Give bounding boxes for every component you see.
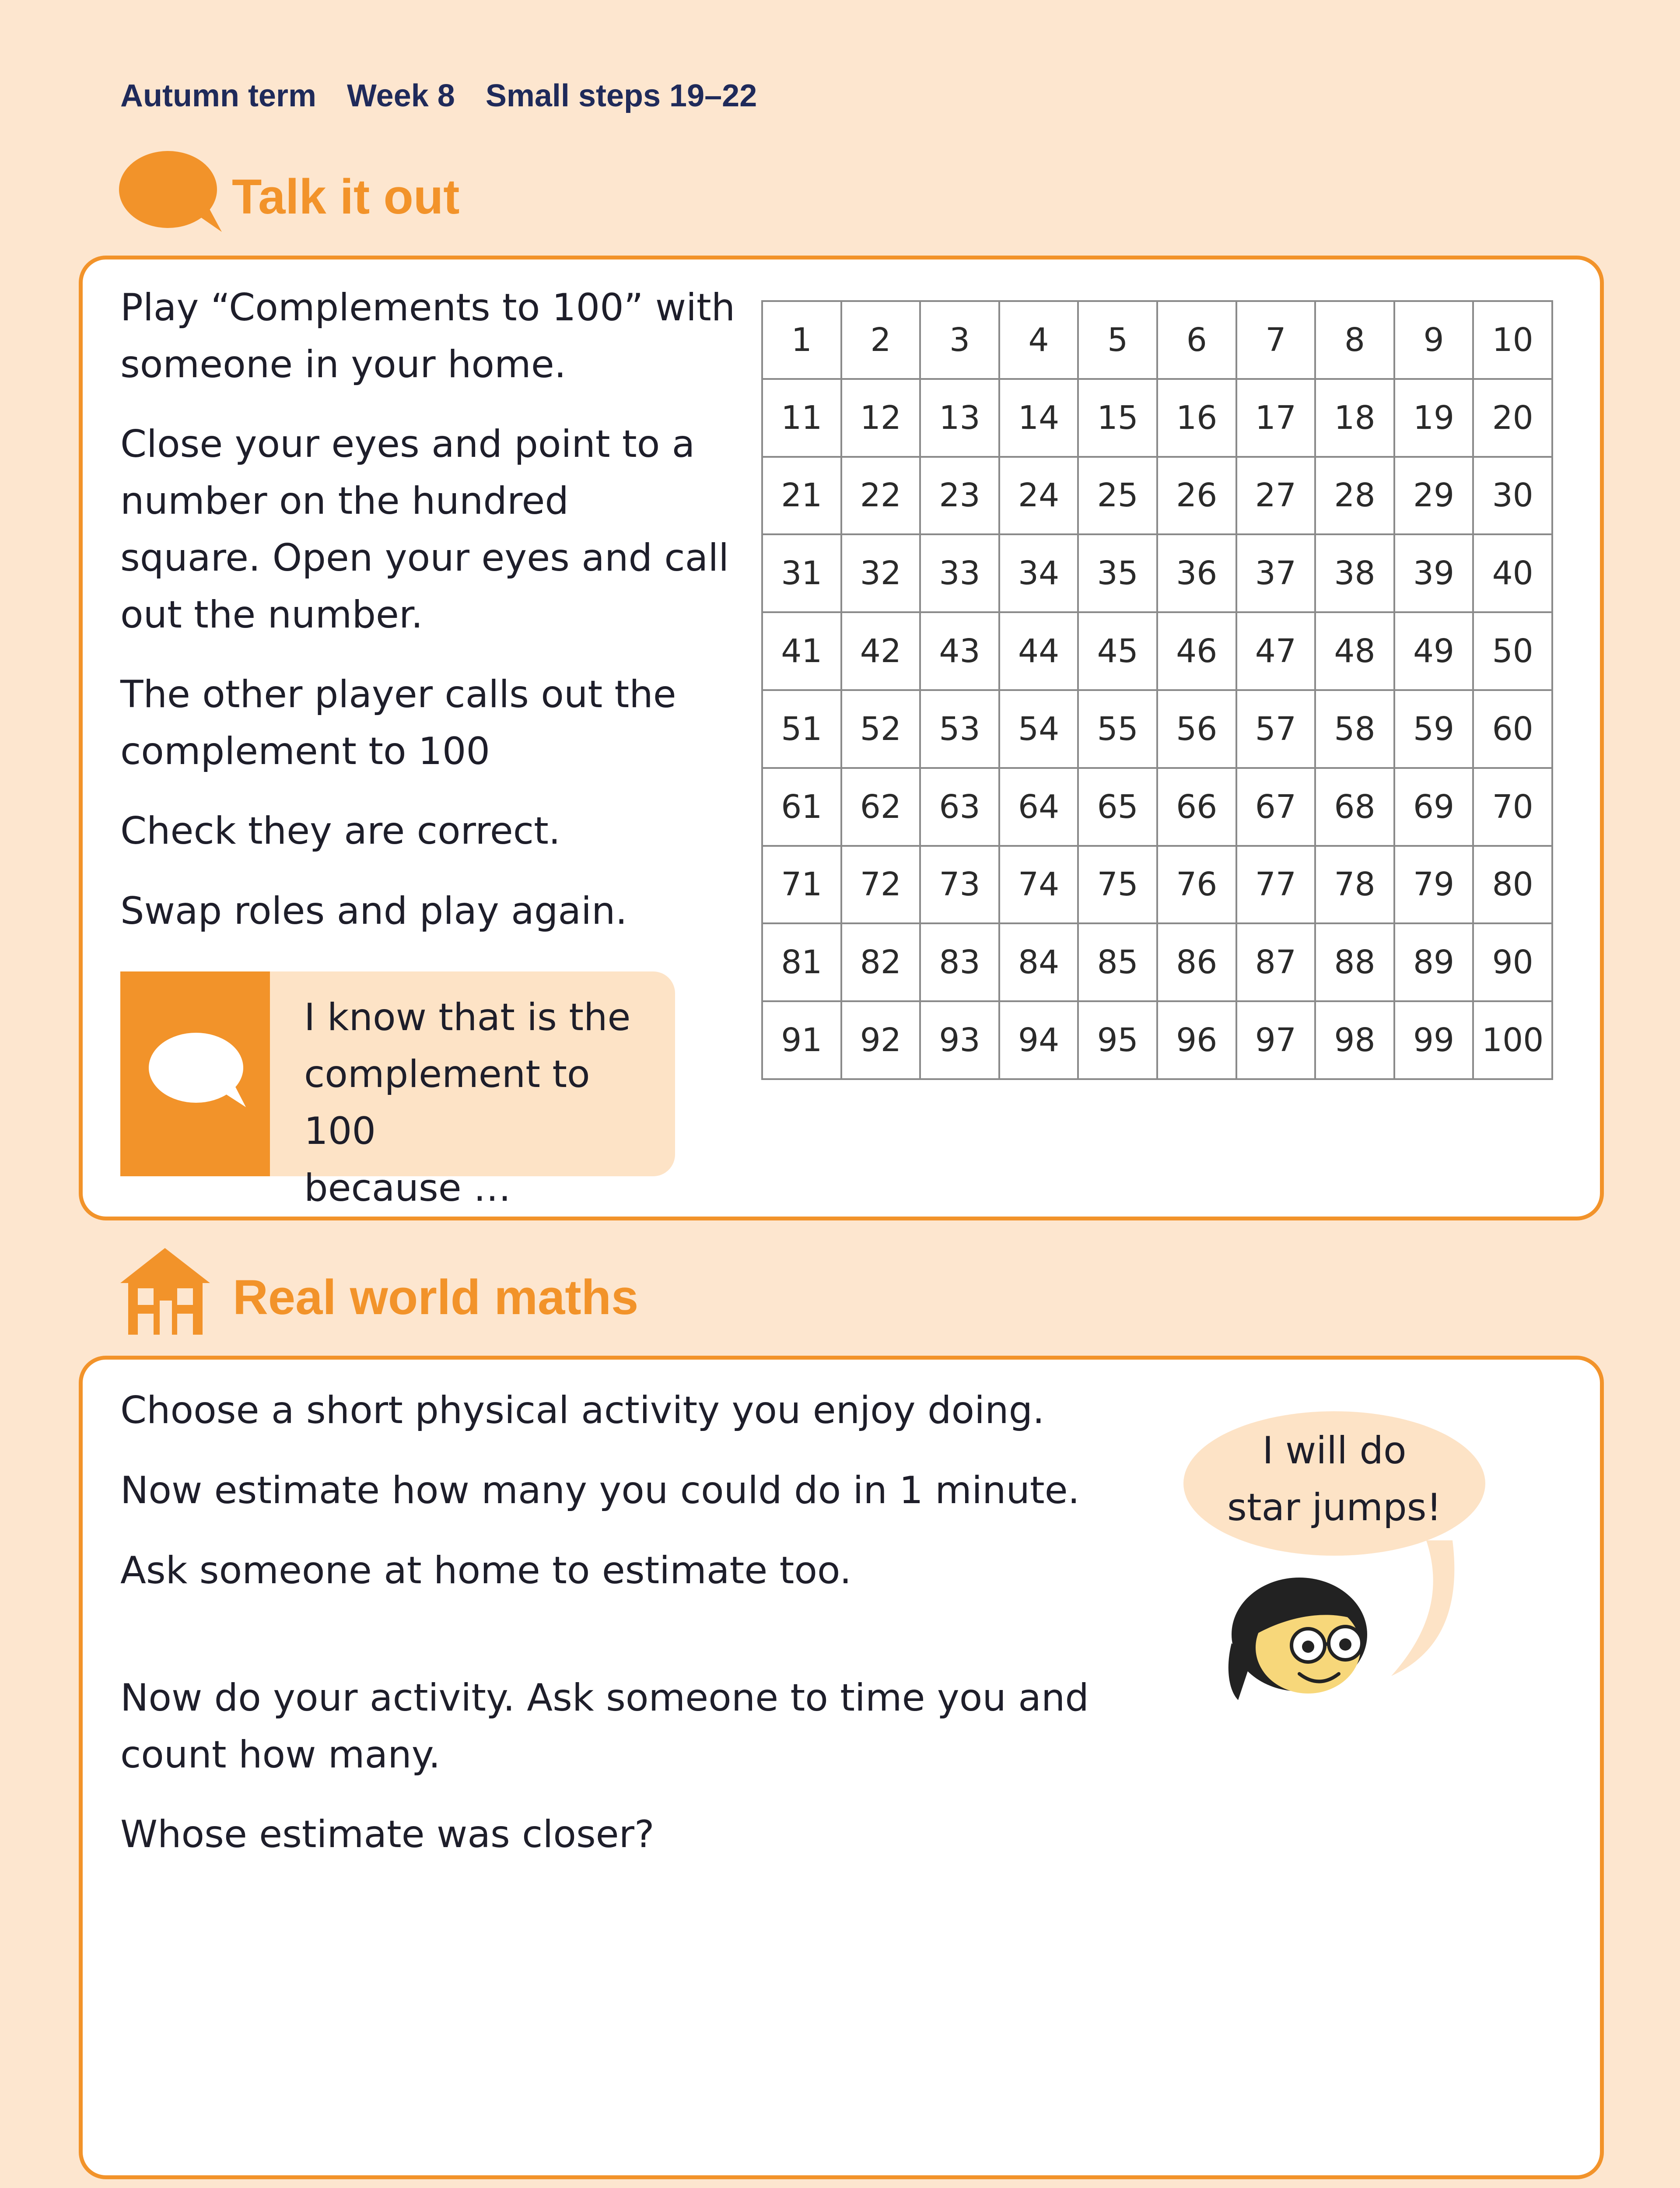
hundred-square-cell[interactable]: 40 — [1473, 534, 1552, 612]
hundred-square-cell[interactable]: 59 — [1394, 690, 1474, 768]
hundred-square-row — [762, 534, 1552, 612]
talk-it-out-title: Talk it out — [232, 169, 460, 224]
hundred-square-row — [762, 690, 1552, 768]
hundred-square-cell[interactable]: 65 — [1078, 768, 1157, 846]
hundred-square-cell[interactable]: 28 — [1315, 457, 1394, 535]
hundred-square-cell[interactable]: 43 — [920, 612, 999, 690]
hundred-square-cell[interactable]: 19 — [1394, 379, 1474, 457]
real-world-maths-title: Real world maths — [233, 1270, 639, 1325]
hundred-square-cell[interactable]: 76 — [1157, 846, 1236, 924]
page-header — [120, 78, 788, 114]
hundred-square-cell[interactable]: 75 — [1078, 846, 1157, 924]
hundred-square — [761, 300, 1553, 1080]
stem-icon-band — [120, 971, 270, 1176]
hundred-square-cell[interactable]: 91 — [762, 1001, 841, 1079]
hundred-square-cell[interactable]: 96 — [1157, 1001, 1236, 1079]
real-line-3: Ask someone at home to estimate too. — [120, 1549, 852, 1592]
talk-paragraph-3 — [120, 666, 676, 780]
hundred-square-cell[interactable]: 62 — [841, 768, 920, 846]
hundred-square-cell[interactable]: 24 — [999, 457, 1078, 535]
real-line-5: Whose estimate was closer? — [120, 1813, 654, 1856]
hundred-square-cell[interactable]: 34 — [999, 534, 1078, 612]
text-line: Now do your activity. Ask someone to time you and — [120, 1676, 1089, 1720]
talk-paragraph-4: Check they are correct. — [120, 809, 561, 853]
hundred-square-cell[interactable]: 52 — [841, 690, 920, 768]
talk-paragraph-2 — [120, 416, 729, 643]
hundred-square-cell[interactable]: 78 — [1315, 846, 1394, 924]
hundred-square-cell[interactable]: 44 — [999, 612, 1078, 690]
hundred-square-cell[interactable]: 29 — [1394, 457, 1474, 535]
text-line: The other player calls out the — [120, 673, 676, 716]
hundred-square-cell[interactable]: 26 — [1157, 457, 1236, 535]
text-line: number on the hundred — [120, 479, 569, 523]
hundred-square-cell[interactable]: 71 — [762, 846, 841, 924]
hundred-square-cell[interactable]: 2 — [841, 301, 920, 379]
hundred-square-cell[interactable]: 95 — [1078, 1001, 1157, 1079]
hundred-square-cell[interactable]: 4 — [999, 301, 1078, 379]
speech-bubble-icon — [119, 151, 224, 232]
hundred-square-cell[interactable]: 100 — [1473, 1001, 1552, 1079]
hundred-square-cell[interactable]: 97 — [1236, 1001, 1316, 1079]
hundred-square-cell[interactable]: 92 — [841, 1001, 920, 1079]
hundred-square-cell[interactable]: 30 — [1473, 457, 1552, 535]
hundred-square-cell[interactable]: 77 — [1236, 846, 1316, 924]
hundred-square-cell[interactable]: 21 — [762, 457, 841, 535]
hundred-square-cell[interactable]: 55 — [1078, 690, 1157, 768]
hundred-square-cell[interactable]: 66 — [1157, 768, 1236, 846]
text-line: because … — [304, 1166, 511, 1210]
hundred-square-cell[interactable]: 70 — [1473, 768, 1552, 846]
hundred-square-row — [762, 612, 1552, 690]
hundred-square-row — [762, 379, 1552, 457]
hundred-square-cell[interactable]: 73 — [920, 846, 999, 924]
hundred-square-cell[interactable]: 68 — [1315, 768, 1394, 846]
hundred-square-cell[interactable]: 3 — [920, 301, 999, 379]
hundred-square-cell[interactable]: 8 — [1315, 301, 1394, 379]
real-line-2: Now estimate how many you could do in 1 minute. — [120, 1469, 1080, 1512]
hundred-square-cell[interactable]: 79 — [1394, 846, 1474, 924]
hundred-square-cell[interactable]: 15 — [1078, 379, 1157, 457]
hundred-square-cell[interactable]: 51 — [762, 690, 841, 768]
hundred-square-cell[interactable]: 54 — [999, 690, 1078, 768]
sentence-stem-box — [120, 971, 675, 1210]
hundred-square-cell[interactable]: 74 — [999, 846, 1078, 924]
hundred-square-cell[interactable]: 32 — [841, 534, 920, 612]
real-line-4 — [120, 1669, 1089, 1783]
hundred-square-cell[interactable]: 46 — [1157, 612, 1236, 690]
hundred-square-cell[interactable]: 25 — [1078, 457, 1157, 535]
hundred-square-cell[interactable]: 36 — [1157, 534, 1236, 612]
hundred-square-cell[interactable]: 31 — [762, 534, 841, 612]
hundred-square-cell[interactable]: 90 — [1473, 923, 1552, 1001]
text-line: I know that is the — [304, 996, 631, 1039]
hundred-square-cell[interactable]: 10 — [1473, 301, 1552, 379]
text-line: star jumps! — [1227, 1486, 1442, 1529]
hundred-square-cell[interactable]: 53 — [920, 690, 999, 768]
girl-character-illustration — [1221, 1569, 1382, 1700]
hundred-square-cell[interactable]: 72 — [841, 846, 920, 924]
hundred-square-cell[interactable]: 16 — [1157, 379, 1236, 457]
header-steps: Small steps 19–22 — [485, 78, 757, 113]
hundred-square-cell[interactable]: 56 — [1157, 690, 1236, 768]
hundred-square-cell[interactable]: 67 — [1236, 768, 1316, 846]
text-line: out the number. — [120, 593, 423, 637]
hundred-square-cell[interactable]: 57 — [1236, 690, 1316, 768]
hundred-square-cell[interactable]: 9 — [1394, 301, 1474, 379]
hundred-square-cell[interactable]: 7 — [1236, 301, 1316, 379]
hundred-square-cell[interactable]: 45 — [1078, 612, 1157, 690]
hundred-square-cell[interactable]: 89 — [1394, 923, 1474, 1001]
hundred-square-cell[interactable]: 5 — [1078, 301, 1157, 379]
hundred-square-cell[interactable]: 47 — [1236, 612, 1316, 690]
text-line: complement to 100 — [120, 729, 490, 773]
hundred-square-cell[interactable]: 1 — [762, 301, 841, 379]
hundred-square-cell[interactable]: 80 — [1473, 846, 1552, 924]
hundred-square-cell[interactable]: 41 — [762, 612, 841, 690]
text-line: square. Open your eyes and call — [120, 536, 729, 580]
hundred-square-cell[interactable]: 17 — [1236, 379, 1316, 457]
hundred-square-cell[interactable]: 23 — [920, 457, 999, 535]
real-line-1: Choose a short physical activity you enjoy doing. — [120, 1389, 1045, 1432]
hundred-square-cell[interactable]: 98 — [1315, 1001, 1394, 1079]
hundred-square-row — [762, 1001, 1552, 1079]
hundred-square-cell[interactable]: 58 — [1315, 690, 1394, 768]
hundred-square-cell[interactable]: 50 — [1473, 612, 1552, 690]
text-line: Play “Complements to 100” with — [120, 286, 735, 330]
hundred-square-cell[interactable]: 83 — [920, 923, 999, 1001]
hundred-square-cell[interactable]: 60 — [1473, 690, 1552, 768]
hundred-square-cell[interactable]: 86 — [1157, 923, 1236, 1001]
hundred-square-cell[interactable]: 42 — [841, 612, 920, 690]
hundred-square-cell[interactable]: 85 — [1078, 923, 1157, 1001]
hundred-square-cell[interactable]: 14 — [999, 379, 1078, 457]
hundred-square-cell[interactable]: 69 — [1394, 768, 1474, 846]
hundred-square-row — [762, 301, 1552, 379]
hundred-square-cell[interactable]: 99 — [1394, 1001, 1474, 1079]
hundred-square-cell[interactable]: 84 — [999, 923, 1078, 1001]
hundred-square-cell[interactable]: 82 — [841, 923, 920, 1001]
hundred-square-cell[interactable]: 12 — [841, 379, 920, 457]
hundred-square-cell[interactable]: 49 — [1394, 612, 1474, 690]
text-line: someone in your home. — [120, 343, 567, 386]
house-icon — [120, 1248, 210, 1335]
hundred-square-cell[interactable]: 6 — [1157, 301, 1236, 379]
hundred-square-cell[interactable]: 33 — [920, 534, 999, 612]
sentence-stem-text — [304, 989, 663, 1217]
hundred-square-cell[interactable]: 18 — [1315, 379, 1394, 457]
hundred-square-row — [762, 846, 1552, 924]
hundred-square-cell[interactable]: 94 — [999, 1001, 1078, 1079]
hundred-square-cell[interactable]: 20 — [1473, 379, 1552, 457]
hundred-square-cell[interactable]: 87 — [1236, 923, 1316, 1001]
hundred-square-cell[interactable]: 64 — [999, 768, 1078, 846]
hundred-square-cell[interactable]: 39 — [1394, 534, 1474, 612]
hundred-square-cell[interactable]: 88 — [1315, 923, 1394, 1001]
hundred-square-cell[interactable]: 81 — [762, 923, 841, 1001]
hundred-square-cell[interactable]: 11 — [762, 379, 841, 457]
text-line: count how many. — [120, 1733, 441, 1777]
hundred-square-row — [762, 923, 1552, 1001]
hundred-square-row — [762, 457, 1552, 535]
text-line: complement to 100 — [304, 1052, 590, 1153]
hundred-square-cell[interactable]: 22 — [841, 457, 920, 535]
hundred-square-cell[interactable]: 93 — [920, 1001, 999, 1079]
bubble-text — [1208, 1422, 1461, 1536]
hundred-square-cell[interactable]: 27 — [1236, 457, 1316, 535]
hundred-square-cell[interactable]: 37 — [1236, 534, 1316, 612]
hundred-square-cell[interactable]: 13 — [920, 379, 999, 457]
hundred-square-cell[interactable]: 38 — [1315, 534, 1394, 612]
hundred-square-row — [762, 768, 1552, 846]
text-line: Close your eyes and point to a — [120, 422, 695, 466]
hundred-square-cell[interactable]: 48 — [1315, 612, 1394, 690]
hundred-square-cell[interactable]: 63 — [920, 768, 999, 846]
talk-paragraph-5: Swap roles and play again. — [120, 889, 627, 933]
hundred-square-cell[interactable]: 35 — [1078, 534, 1157, 612]
speech-bubble-icon — [149, 1033, 247, 1109]
talk-paragraph-1 — [120, 279, 735, 393]
text-line: I will do — [1262, 1429, 1407, 1473]
header-week: Week 8 — [347, 78, 455, 113]
header-term: Autumn term — [120, 78, 316, 113]
hundred-square-cell[interactable]: 61 — [762, 768, 841, 846]
